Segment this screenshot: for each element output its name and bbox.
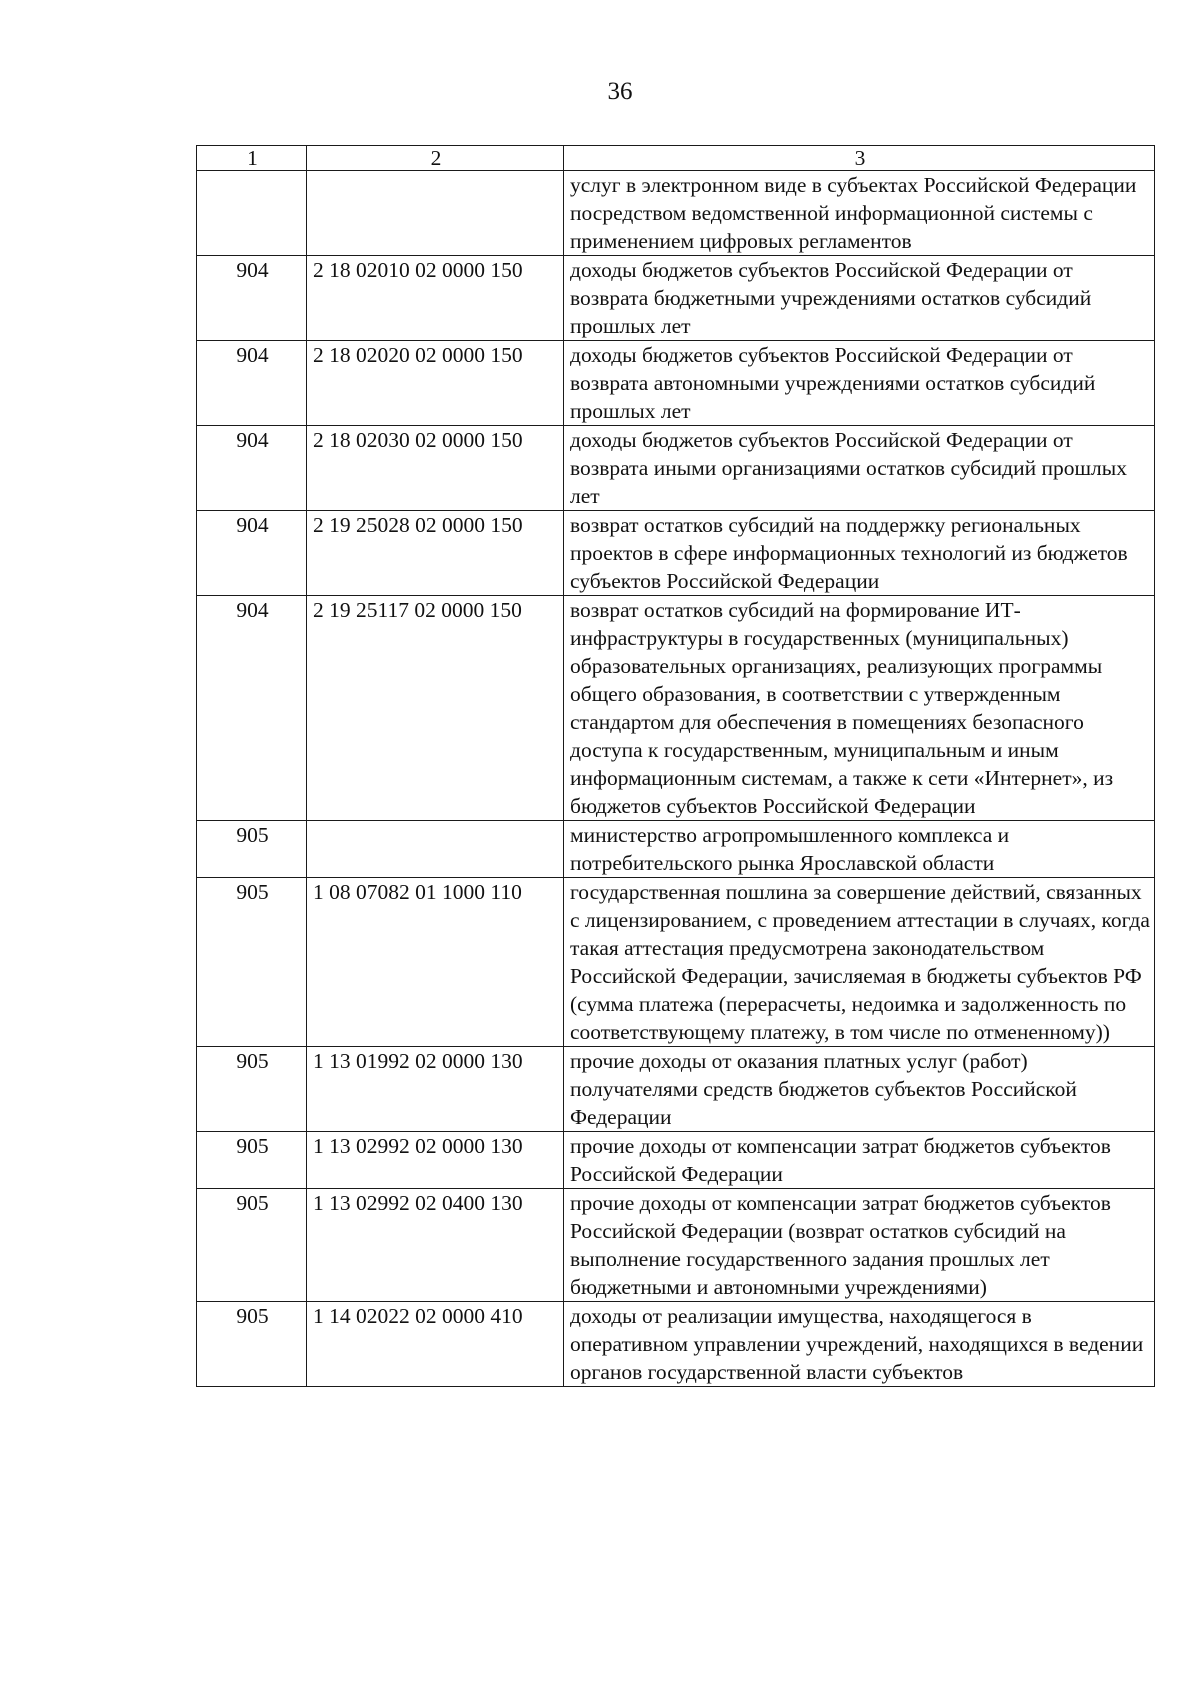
admin-code-cell: 905 xyxy=(197,821,307,878)
admin-code-cell: 905 xyxy=(197,1302,307,1387)
description-cell: доходы бюджетов субъектов Российской Федерации от возврата иными организациями остатков субсидий прошлых лет xyxy=(564,426,1155,511)
description-cell: министерство агропромышленного комплекса и потребительского рынка Ярославской области xyxy=(564,821,1155,878)
description-cell: возврат остатков субсидий на формирование ИТ-инфраструктуры в государственных (муниципальных) образовательных организациях, реализующих программы общего образования, в соответствии с утвержденным стандартом для обеспечения в помещениях безопасного доступа к государственным, муниципальным и иным информационным системам, а также к сети «Интернет», из бюджетов субъектов Российской Федерации xyxy=(564,596,1155,821)
header-col-2: 2 xyxy=(307,146,564,171)
table-row xyxy=(197,256,1155,341)
admin-code-cell: 904 xyxy=(197,341,307,426)
table-row xyxy=(197,1132,1155,1189)
table-row xyxy=(197,1302,1155,1387)
description-cell: доходы бюджетов субъектов Российской Федерации от возврата бюджетными учреждениями остатков субсидий прошлых лет xyxy=(564,256,1155,341)
budget-code-cell: 1 13 02992 02 0000 130 xyxy=(307,1132,564,1189)
description-cell: государственная пошлина за совершение действий, связанных с лицензированием, с проведением аттестации в случаях, когда такая аттестация предусмотрена законодательством Российской Федерации, зачисляемая в бюджеты субъектов РФ (сумма платежа (перерасчеты, недоимка и задолженность по соответствующему платежу, в том числе по отмененному)) xyxy=(564,878,1155,1047)
admin-code-cell xyxy=(197,171,307,256)
table-header-row xyxy=(197,146,1155,171)
table-row xyxy=(197,1189,1155,1302)
budget-code-cell: 1 14 02022 02 0000 410 xyxy=(307,1302,564,1387)
admin-code-cell: 905 xyxy=(197,1132,307,1189)
description-cell: возврат остатков субсидий на поддержку региональных проектов в сфере информационных технологий из бюджетов субъектов Российской Федерации xyxy=(564,511,1155,596)
header-col-1: 1 xyxy=(197,146,307,171)
admin-code-cell: 905 xyxy=(197,878,307,1047)
admin-code-cell: 904 xyxy=(197,256,307,341)
budget-code-cell xyxy=(307,171,564,256)
description-cell: прочие доходы от оказания платных услуг (работ) получателями средств бюджетов субъектов Российской Федерации xyxy=(564,1047,1155,1132)
table-row xyxy=(197,821,1155,878)
table-row xyxy=(197,511,1155,596)
table-row xyxy=(197,341,1155,426)
header-col-3: 3 xyxy=(564,146,1155,171)
budget-code-cell: 2 18 02020 02 0000 150 xyxy=(307,341,564,426)
table-row xyxy=(197,1047,1155,1132)
budget-code-cell: 1 13 01992 02 0000 130 xyxy=(307,1047,564,1132)
admin-code-cell: 905 xyxy=(197,1189,307,1302)
description-cell: прочие доходы от компенсации затрат бюджетов субъектов Российской Федерации xyxy=(564,1132,1155,1189)
revenue-codes-table xyxy=(196,145,1155,1387)
table-row xyxy=(197,878,1155,1047)
budget-code-cell: 2 19 25028 02 0000 150 xyxy=(307,511,564,596)
budget-code-cell: 1 13 02992 02 0400 130 xyxy=(307,1189,564,1302)
table-row xyxy=(197,596,1155,821)
description-cell: доходы бюджетов субъектов Российской Федерации от возврата автономными учреждениями остатков субсидий прошлых лет xyxy=(564,341,1155,426)
budget-code-cell: 1 08 07082 01 1000 110 xyxy=(307,878,564,1047)
table-row xyxy=(197,426,1155,511)
table-row xyxy=(197,171,1155,256)
budget-code-cell: 2 18 02030 02 0000 150 xyxy=(307,426,564,511)
admin-code-cell: 904 xyxy=(197,426,307,511)
budget-code-cell: 2 19 25117 02 0000 150 xyxy=(307,596,564,821)
description-cell: прочие доходы от компенсации затрат бюджетов субъектов Российской Федерации (возврат остатков субсидий на выполнение государственного задания прошлых лет бюджетными и автономными учреждениями) xyxy=(564,1189,1155,1302)
description-cell: услуг в электронном виде в субъектах Российской Федерации посредством ведомственной информационной системы с применением цифровых регламентов xyxy=(564,171,1155,256)
description-cell: доходы от реализации имущества, находящегося в оперативном управлении учреждений, находящихся в ведении органов государственной власти субъектов xyxy=(564,1302,1155,1387)
page-number: 36 xyxy=(607,78,633,105)
admin-code-cell: 905 xyxy=(197,1047,307,1132)
admin-code-cell: 904 xyxy=(197,511,307,596)
admin-code-cell: 904 xyxy=(197,596,307,821)
budget-code-cell xyxy=(307,821,564,878)
budget-code-cell: 2 18 02010 02 0000 150 xyxy=(307,256,564,341)
